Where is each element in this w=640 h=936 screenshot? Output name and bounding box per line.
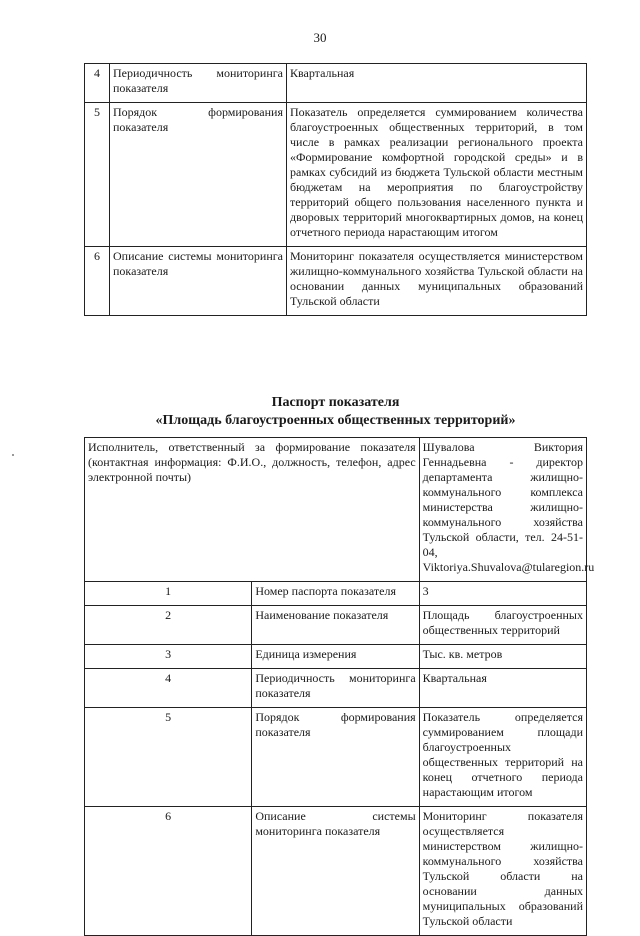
row-value: Мониторинг показателя осуществляется министерством жилищно-коммунального хозяйства Тульской области на основании данных муниципальных образований Тульской области xyxy=(419,807,586,936)
row-number: 1 xyxy=(85,582,252,606)
row-number: 2 xyxy=(85,606,252,645)
passport-title-line1: Паспорт показателя xyxy=(271,395,400,410)
row-value: Показатель определяется суммированием площади благоустроенных общественных территорий на конец отчетного периода нарастающим итогом xyxy=(419,708,586,807)
row-number: 5 xyxy=(85,708,252,807)
table-row xyxy=(85,807,587,936)
table-row xyxy=(85,645,587,669)
table-row xyxy=(85,103,587,247)
row-label: Описание системы мониторинга показателя xyxy=(252,807,419,936)
row-label: Периодичность мониторинга показателя xyxy=(252,669,419,708)
row-number: 3 xyxy=(85,645,252,669)
row-label: Порядок формирования показателя xyxy=(110,103,287,247)
margin-mark xyxy=(12,454,14,456)
row-value: 3 xyxy=(419,582,586,606)
page-number: 30 xyxy=(313,30,327,45)
table-row xyxy=(85,669,587,708)
row-value: Мониторинг показателя осуществляется министерством жилищно-коммунального хозяйства Тульской области на основании данных муниципальных образований Тульской области xyxy=(287,247,587,316)
responsible-value: Шувалова Виктория Геннадьевна - директор департамента жилищно-коммунального комплекса министерства жилищно-коммунального хозяйства Тульской области, тел. 24-51-04, Viktoriya.Shuvalova@tularegion.ru xyxy=(419,438,586,582)
row-number: 4 xyxy=(85,64,110,103)
indicator-table-continued xyxy=(84,63,587,316)
passport-title xyxy=(84,394,587,430)
table-header-row xyxy=(85,438,587,582)
table-row xyxy=(85,247,587,316)
row-label: Периодичность мониторинга показателя xyxy=(110,64,287,103)
row-number: 6 xyxy=(85,247,110,316)
row-number: 6 xyxy=(85,807,252,936)
row-value: Площадь благоустроенных общественных территорий xyxy=(419,606,586,645)
row-label: Наименование показателя xyxy=(252,606,419,645)
table-row xyxy=(85,64,587,103)
row-value: Тыс. кв. метров xyxy=(419,645,586,669)
row-label: Номер паспорта показателя xyxy=(252,582,419,606)
table-row xyxy=(85,708,587,807)
table-row xyxy=(85,606,587,645)
passport-title-line2: «Площадь благоустроенных общественных территорий» xyxy=(155,413,516,428)
row-label: Описание системы мониторинга показателя xyxy=(110,247,287,316)
row-value: Показатель определяется суммированием количества благоустроенных общественных территорий, в том числе в рамках реализации регионального проекта «Формирование комфортной городской среды» и в рамках субсидий из бюджета Тульской области местным бюджетам на мероприятия по благоустройству территорий общего пользования населенного пункта и дворовых территорий многоквартирных домов, на конец отчетного периода нарастающим итогом xyxy=(287,103,587,247)
row-value: Квартальная xyxy=(287,64,587,103)
table-row xyxy=(85,582,587,606)
indicator-passport-table xyxy=(84,437,595,936)
row-number: 5 xyxy=(85,103,110,247)
row-label: Единица измерения xyxy=(252,645,419,669)
row-number: 4 xyxy=(85,669,252,708)
row-label: Порядок формирования показателя xyxy=(252,708,419,807)
row-value: Квартальная xyxy=(419,669,586,708)
responsible-label: Исполнитель, ответственный за формирование показателя (контактная информация: Ф.И.О., должность, телефон, адрес электронной почты) xyxy=(85,438,420,582)
